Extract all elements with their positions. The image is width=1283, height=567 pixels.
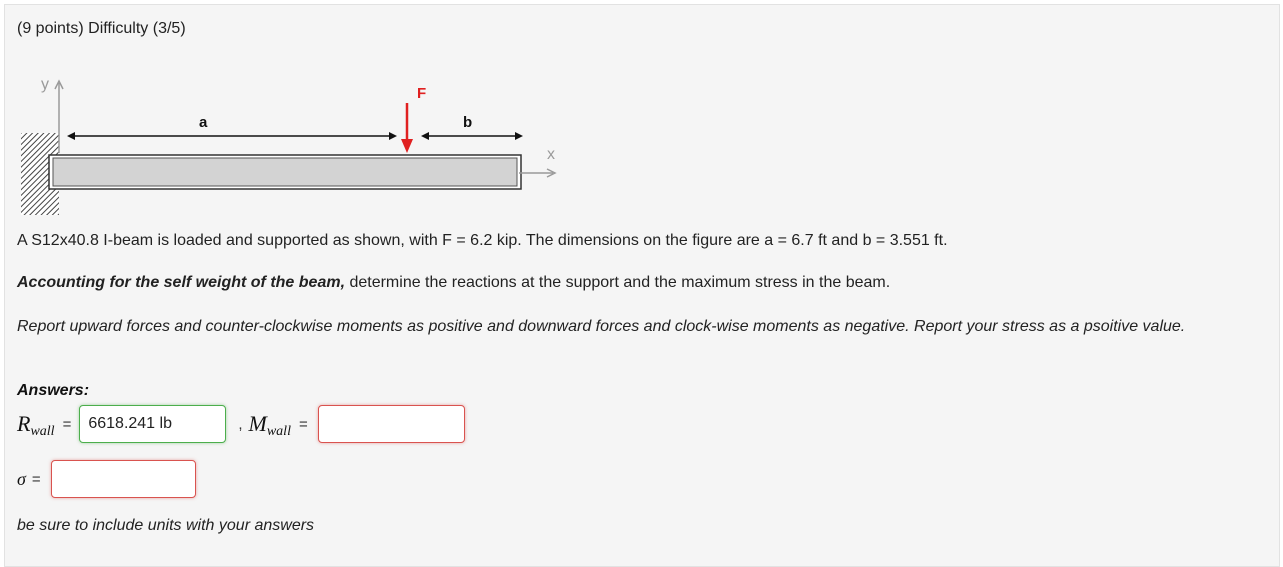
x-axis-label: x: [547, 146, 555, 163]
answer-separator-comma: ,: [238, 415, 243, 433]
problem-statement: A S12x40.8 I-beam is loaded and supported as shown, with F = 6.2 kip. The dimensions on the figure are a = 6.7 ft and b = 3.551 ft.: [17, 232, 948, 249]
m-wall-equals: =: [298, 415, 308, 433]
answers-heading: Answers:: [17, 382, 90, 399]
m-wall-label: Mwall: [248, 411, 291, 439]
r-wall-label: Rwall: [17, 411, 55, 439]
sign-convention-instructions: Report upward forces and counter-clockwise moments as positive and downward forces and clock-wise moments as negative. Report your stress as a psoitive value.: [17, 318, 1186, 335]
beam-figure: [13, 67, 573, 217]
sigma-input[interactable]: [51, 460, 196, 498]
question-header: (9 points) Difficulty (3/5): [17, 20, 186, 37]
force-arrow: [401, 85, 426, 153]
answers-row-reactions: [17, 405, 465, 443]
dimension-b-label: b: [463, 114, 473, 131]
r-wall-equals: =: [62, 415, 72, 433]
m-wall-input[interactable]: [318, 405, 465, 443]
force-label: F: [417, 85, 427, 102]
problem-task: [17, 271, 890, 295]
sigma-label: σ: [17, 468, 26, 489]
beam: [49, 155, 521, 189]
question-panel: [4, 4, 1280, 567]
dimension-a-label: a: [199, 114, 208, 131]
problem-task-emphasis: Accounting for the self weight of the beam,: [17, 274, 346, 291]
y-axis-label: y: [41, 76, 49, 93]
problem-task-text: determine the reactions at the support and the maximum stress in the beam.: [345, 274, 891, 291]
answers-row-stress: [17, 460, 196, 498]
units-note: be sure to include units with your answers: [17, 517, 315, 534]
dimension-b: [421, 114, 523, 140]
sigma-equals: =: [31, 470, 41, 488]
r-wall-input[interactable]: 6618.241 lb: [79, 405, 226, 443]
x-axis: [519, 146, 555, 177]
dimension-a: [67, 114, 397, 140]
